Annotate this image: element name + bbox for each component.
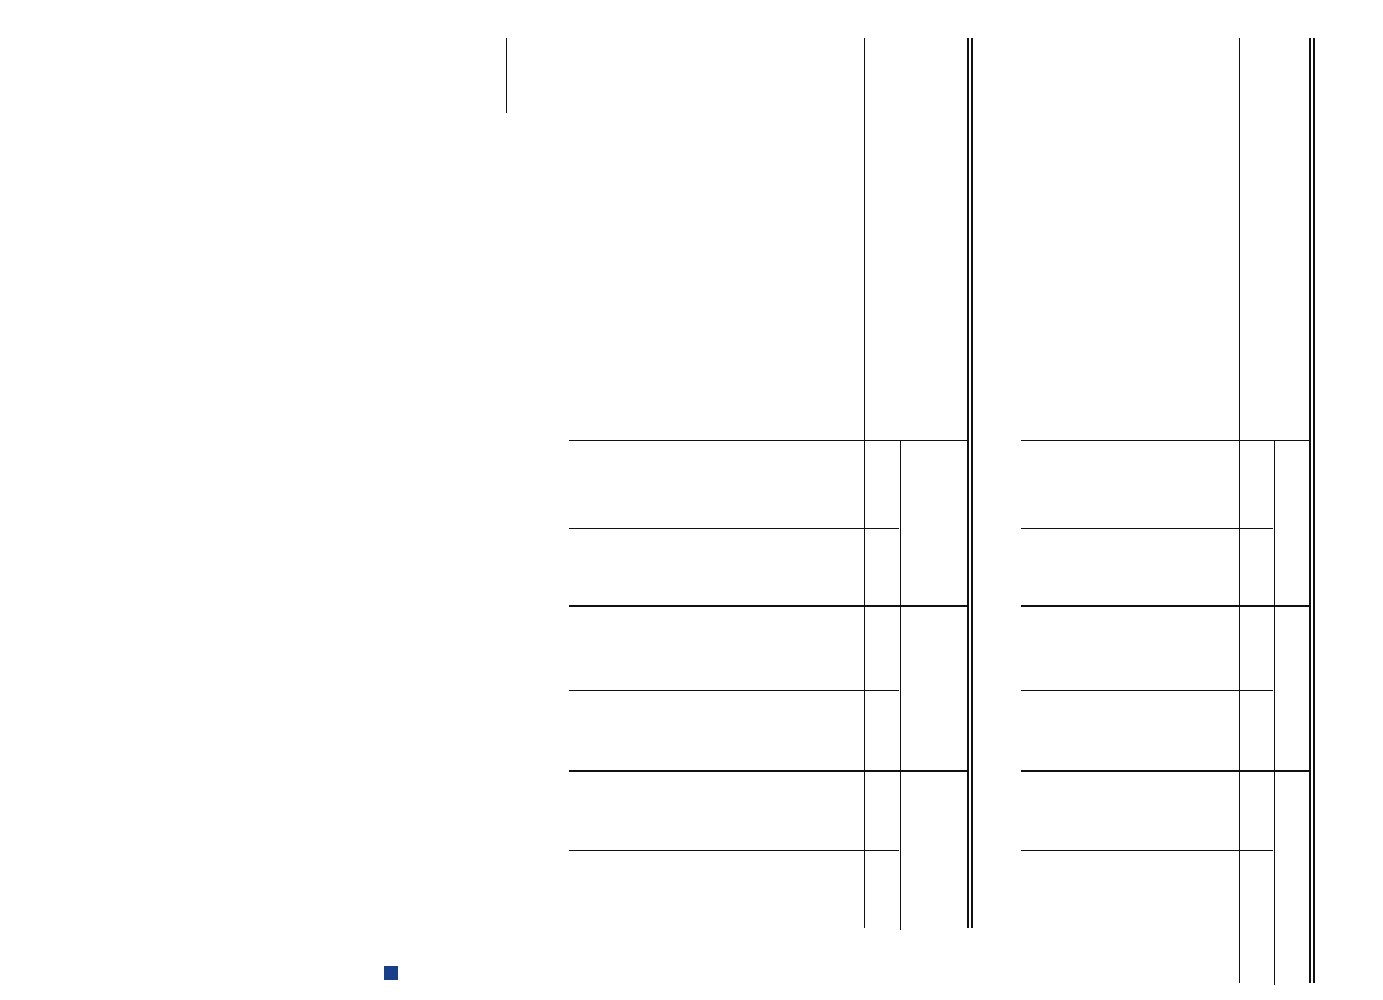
page-header xyxy=(1329,55,1369,935)
footnote-rule xyxy=(506,38,507,113)
col-divider xyxy=(1021,440,1311,441)
header-bottom-rule xyxy=(864,38,865,928)
col-divider xyxy=(1021,605,1311,607)
col-divider xyxy=(1021,528,1273,529)
table-top-rule-2 xyxy=(967,38,969,928)
table-top-rule-2 xyxy=(1309,38,1311,983)
col-divider xyxy=(569,690,899,691)
col-divider xyxy=(569,440,969,441)
header-sub-rule xyxy=(900,440,901,930)
header-bottom-rule xyxy=(1239,38,1240,983)
col-divider xyxy=(1021,850,1273,851)
col-divider xyxy=(1021,770,1311,772)
col-divider xyxy=(569,605,969,607)
table-top-rule xyxy=(1313,38,1315,983)
header-sub-rule xyxy=(1274,440,1275,985)
col-divider xyxy=(569,850,899,851)
col-divider xyxy=(569,528,899,529)
dfg-logo xyxy=(384,966,398,980)
col-divider xyxy=(569,770,969,772)
col-divider xyxy=(1021,690,1273,691)
table-top-rule xyxy=(971,38,973,928)
